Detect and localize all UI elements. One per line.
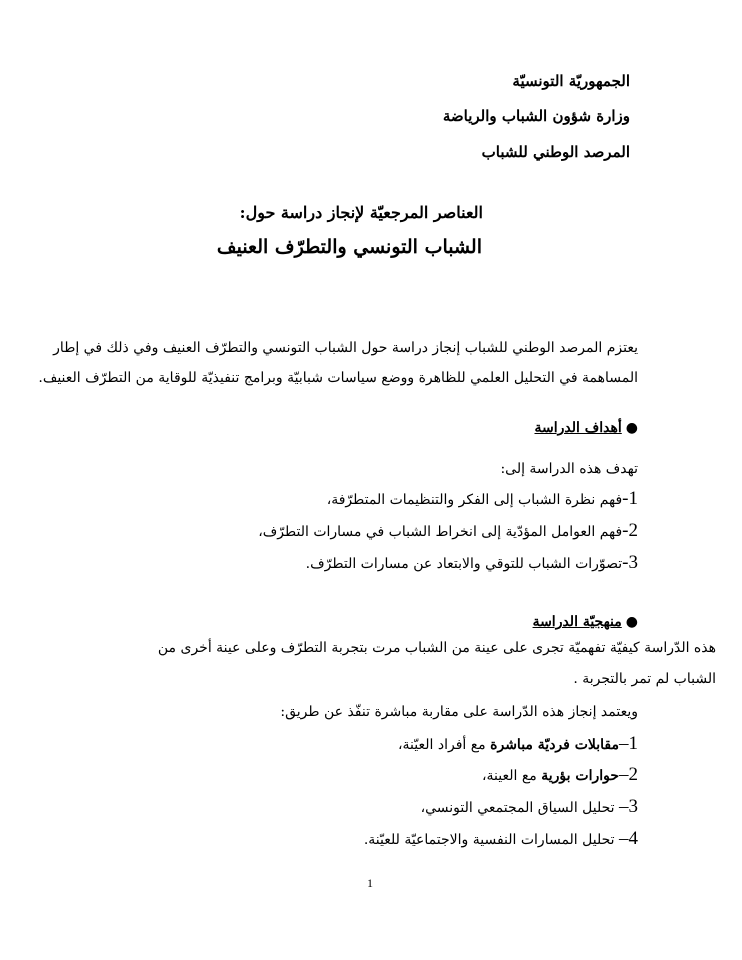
- header-observatory: المرصد الوطني للشباب: [481, 143, 630, 161]
- document-title-main: الشباب التونسي والتطرّف العنيف: [216, 236, 482, 258]
- objective-text: فهم العوامل المؤدّية إلى انخراط الشباب في مسارات التطرّف،: [258, 524, 623, 540]
- objective-text: تصوّرات الشباب للتوقي والابتعاد عن مسارات التطرّف.: [305, 556, 623, 572]
- bullet-icon: ●: [625, 614, 638, 630]
- objectives-heading: [534, 417, 638, 436]
- objective-text: فهم نظرة الشباب إلى الفكر والتنظيمات المتطرّفة،: [326, 492, 623, 508]
- bullet-icon: ●: [625, 420, 638, 436]
- method-text: مع العينة،: [481, 768, 542, 784]
- method-number: 1–: [619, 733, 638, 754]
- objectives-lead: تهدف هذه الدراسة إلى:: [500, 461, 638, 477]
- methodology-line-2: الشباب لم تمر بالتجربة .: [573, 671, 716, 687]
- objectives-heading-text: أهداف الدراسة: [534, 420, 622, 436]
- header-ministry: وزارة شؤون الشباب والرياضة: [442, 107, 630, 125]
- methodology-heading-text: منهجيّة الدراسة: [532, 614, 622, 630]
- method-item: [398, 733, 638, 755]
- method-number: 4–: [619, 828, 638, 849]
- method-bold-text: مقابلات فرديّة مباشرة: [490, 737, 619, 753]
- method-text: تحليل السياق المجتمعي التونسي،: [420, 800, 619, 816]
- method-text: تحليل المسارات النفسية والاجتماعيّة للعيّنة.: [363, 832, 619, 848]
- objective-item: [306, 552, 638, 574]
- method-number: 3–: [619, 796, 638, 817]
- header-republic: الجمهوريّة التونسيّة: [512, 72, 630, 90]
- methodology-heading: [533, 611, 638, 630]
- objective-number: 2-: [622, 520, 638, 541]
- objective-item: [327, 488, 638, 510]
- method-item: [482, 764, 638, 786]
- page-number: 1: [367, 876, 373, 890]
- objective-number: 1-: [622, 488, 638, 509]
- methodology-line-3: ويعتمد إنجاز هذه الدّراسة على مقاربة مباشرة تنفّذ عن طريق:: [280, 704, 638, 720]
- method-text: مع أفراد العيّنة،: [398, 737, 491, 753]
- method-item: [364, 828, 638, 850]
- method-bold-text: حوارات بؤرية: [541, 768, 619, 784]
- document-title-lead: العناصر المرجعيّة لإنجاز دراسة حول:: [239, 203, 483, 222]
- intro-line-1: يعتزم المرصد الوطني للشباب إنجاز دراسة حول الشباب التونسي والتطرّف العنيف وفي ذلك في إطار: [53, 340, 638, 356]
- methodology-line-1: هذه الدّراسة كيفيّة تفهميّة تجرى على عينة من الشباب مرت بتجربة التطرّف وعلى عينة أخرى من: [157, 640, 716, 656]
- method-number: 2–: [619, 764, 638, 785]
- method-item: [421, 796, 638, 818]
- objective-number: 3-: [622, 552, 638, 573]
- objective-item: [258, 520, 638, 542]
- intro-line-2: المساهمة في التحليل العلمي للظاهرة ووضع سياسات شبابيّة وبرامج تنفيذيّة للوقاية من التطرّف العنيف.: [38, 370, 638, 386]
